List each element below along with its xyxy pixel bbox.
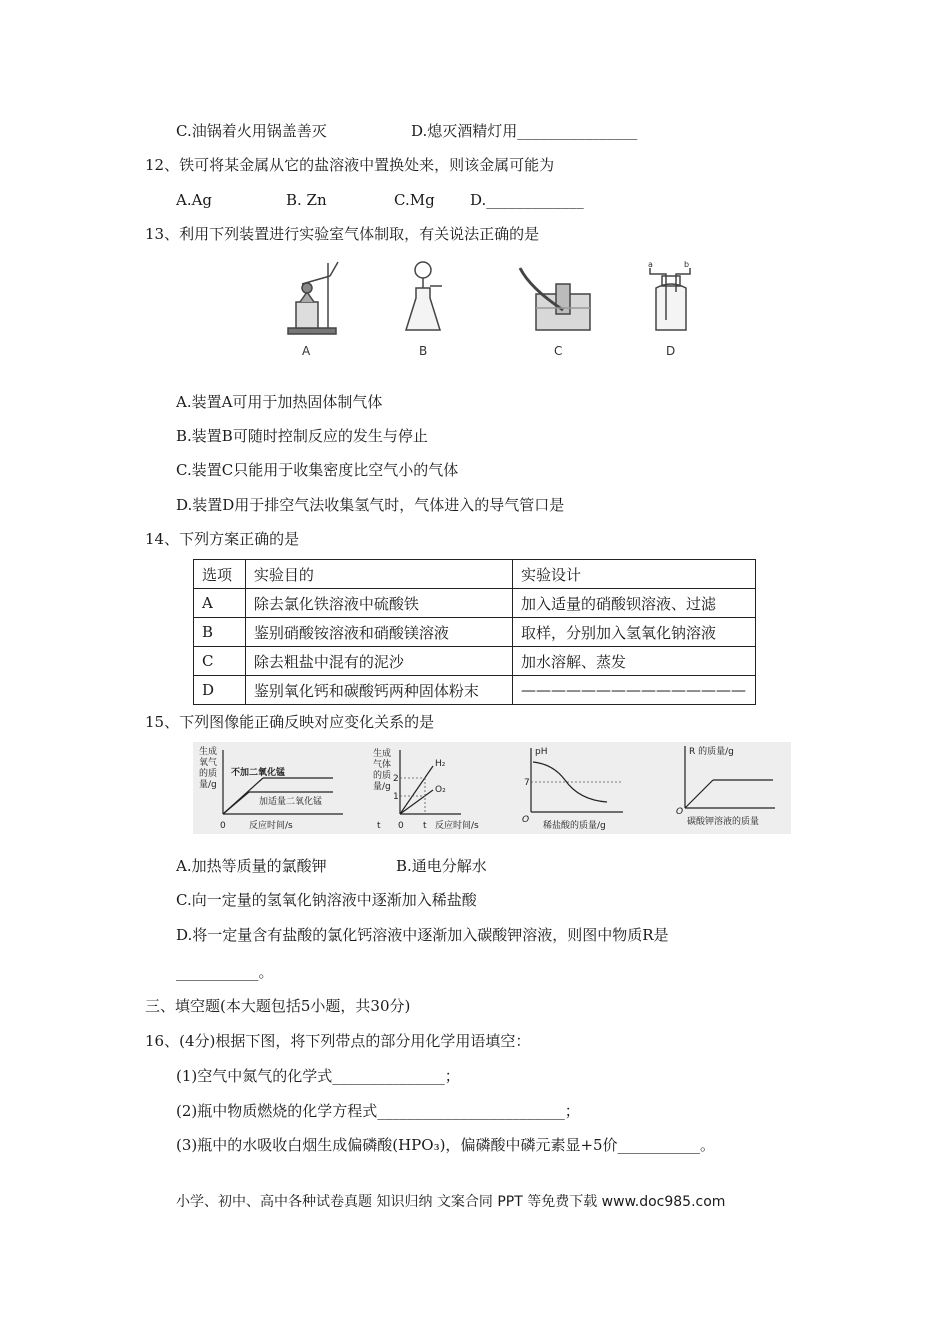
apparatus-b-drawing xyxy=(406,262,442,330)
q15-option-c: C.向一定量的氢氧化钠溶液中逐渐加入稀盐酸 xyxy=(176,891,477,909)
q11-option-d: D.熄灭酒精灯用________________ xyxy=(411,122,638,140)
q15-stem: 15、下列图像能正确反映对应变化关系的是 xyxy=(145,713,435,731)
q13-stem: 13、利用下列装置进行实验室气体制取，有关说法正确的是 xyxy=(145,225,540,243)
table-row xyxy=(194,618,756,647)
q11-option-c: C.油锅着火用锅盖善灭 xyxy=(176,122,327,140)
table-cell: 除去粗盐中混有的泥沙 xyxy=(245,647,512,676)
graph-d xyxy=(676,745,775,827)
header-cell: 实验目的 xyxy=(245,560,512,589)
q13-option-a: A.装置A可用于加热固体制气体 xyxy=(176,393,383,411)
apparatus-label-c: C xyxy=(554,344,563,358)
graph-d-ylabel: R 的质量/g xyxy=(689,747,734,757)
q16-stem: 16、(4分)根据下图，将下列带点的部分用化学用语填空： xyxy=(145,1032,531,1050)
section-3-heading: 三、填空题(本大题包括5小题，共30分) xyxy=(145,997,411,1015)
q12-option-c: C.Mg xyxy=(394,191,435,209)
table-cell: 鉴别硝酸铵溶液和硝酸镁溶液 xyxy=(245,618,512,647)
apparatus-label-a: A xyxy=(302,344,311,358)
graph-b-x-0: 0 xyxy=(398,821,404,831)
q12-stem: 12、铁可将某金属从它的盐溶液中置换处来，则该金属可能为 xyxy=(145,156,555,174)
table-cell: ——————————————— xyxy=(513,676,756,705)
graph-a-line2-label: 加适量二氧化锰 xyxy=(259,797,323,807)
q12-option-a: A.Ag xyxy=(176,191,213,209)
table-cell: 取样，分别加入氢氧化钠溶液 xyxy=(513,618,756,647)
q12-option-d: D._____________ xyxy=(470,191,584,209)
graph-a-ylabel-4: 量/g xyxy=(199,780,217,790)
graph-b xyxy=(373,747,479,831)
table-cell: 加入适量的硝酸钡溶液、过滤 xyxy=(513,589,756,618)
table-row xyxy=(194,589,756,618)
table-cell: D xyxy=(194,676,246,705)
q12-option-b: B. Zn xyxy=(286,191,327,209)
graph-b-xlabel: 反应时间/s xyxy=(435,821,479,831)
graph-a-ylabel-3: 的质 xyxy=(199,769,218,779)
q15-option-b: B.通电分解水 xyxy=(396,857,487,875)
table-header-row xyxy=(194,560,756,589)
q13-option-d: D.装置D用于排空气法收集氢气时，气体进入的导气管口是 xyxy=(176,496,565,514)
q15-option-a: A.加热等质量的氯酸钾 xyxy=(176,857,327,875)
table-cell: 鉴别氧化钙和碳酸钙两种固体粉末 xyxy=(245,676,512,705)
apparatus-a-drawing xyxy=(288,262,338,334)
graph-d-origin: O xyxy=(676,807,684,817)
graph-a-xlabel: 反应时间/s xyxy=(249,821,293,831)
graph-c-origin: O xyxy=(522,815,530,825)
table-cell: A xyxy=(194,589,246,618)
apparatus-d-drawing xyxy=(650,268,690,330)
q16-item-3: (3)瓶中的水吸收白烟生成偏磷酸(HPO₃)，偏磷酸中磷元素显+5价___________。 xyxy=(176,1136,716,1154)
q16-item-2: (2)瓶中物质燃烧的化学方程式_________________________； xyxy=(176,1102,580,1120)
page-footer: 小学、初中、高中各种试卷真题 知识归纳 文案合同 PPT 等免费下载 www.doc985.com xyxy=(176,1194,726,1210)
q13-option-c: C.装置C只能用于收集密度比空气小的气体 xyxy=(176,461,459,479)
tube-label-b: b xyxy=(684,260,690,269)
q13-option-b: B.装置B可随时控制反应的发生与停止 xyxy=(176,427,428,445)
graph-c xyxy=(522,747,623,831)
table-cell: 加水溶解、蒸发 xyxy=(513,647,756,676)
graph-c-ylabel: pH xyxy=(535,747,548,757)
table-cell: C xyxy=(194,647,246,676)
graph-a-ylabel-2: 氧气 xyxy=(199,758,218,768)
graph-a-origin: 0 xyxy=(220,821,226,831)
table-row xyxy=(194,647,756,676)
table-cell: B xyxy=(194,618,246,647)
graph-b-ylabel-2: 气体 xyxy=(373,760,392,770)
graph-a xyxy=(199,745,343,831)
graph-a-line1-label: 不加二氧化锰 xyxy=(231,768,286,778)
q15-answer-blank: ___________。 xyxy=(176,963,274,981)
q13-apparatus-figure xyxy=(280,258,700,342)
q14-options-table xyxy=(193,559,756,705)
graph-c-xlabel: 稀盐酸的质量/g xyxy=(543,821,606,831)
graph-b-ylabel-1: 生成 xyxy=(373,749,392,759)
q16-item-1: (1)空气中氮气的化学式_______________； xyxy=(176,1067,460,1085)
graph-c-tick-7: 7 xyxy=(524,778,530,788)
header-cell: 选项 xyxy=(194,560,246,589)
graph-b-tick-2: 2 xyxy=(393,774,399,784)
graph-b-ylabel-3: 的质 xyxy=(373,771,392,781)
q15-option-d: D.将一定量含有盐酸的氯化钙溶液中逐渐加入碳酸钾溶液，则图中物质R是 xyxy=(176,926,669,944)
table-row xyxy=(194,676,756,705)
graph-b-o2-label: O₂ xyxy=(435,785,446,795)
q14-stem: 14、下列方案正确的是 xyxy=(145,530,300,548)
graph-b-x-t: t xyxy=(377,821,381,831)
graph-b-x-t2: t xyxy=(423,821,427,831)
q15-graphs-panel xyxy=(193,742,791,834)
graph-d-xlabel: 碳酸钾溶液的质量 xyxy=(687,817,760,827)
graph-a-ylabel-1: 生成 xyxy=(199,747,218,757)
graph-b-h2-label: H₂ xyxy=(435,759,446,769)
apparatus-c-drawing xyxy=(520,268,590,330)
apparatus-label-b: B xyxy=(419,344,428,358)
graph-b-tick-1: 1 xyxy=(393,792,399,802)
table-cell: 除去氯化铁溶液中硫酸铁 xyxy=(245,589,512,618)
tube-label-a: a xyxy=(648,260,653,269)
header-cell: 实验设计 xyxy=(513,560,756,589)
graph-b-ylabel-4: 量/g xyxy=(373,782,391,792)
apparatus-label-d: D xyxy=(666,344,676,358)
